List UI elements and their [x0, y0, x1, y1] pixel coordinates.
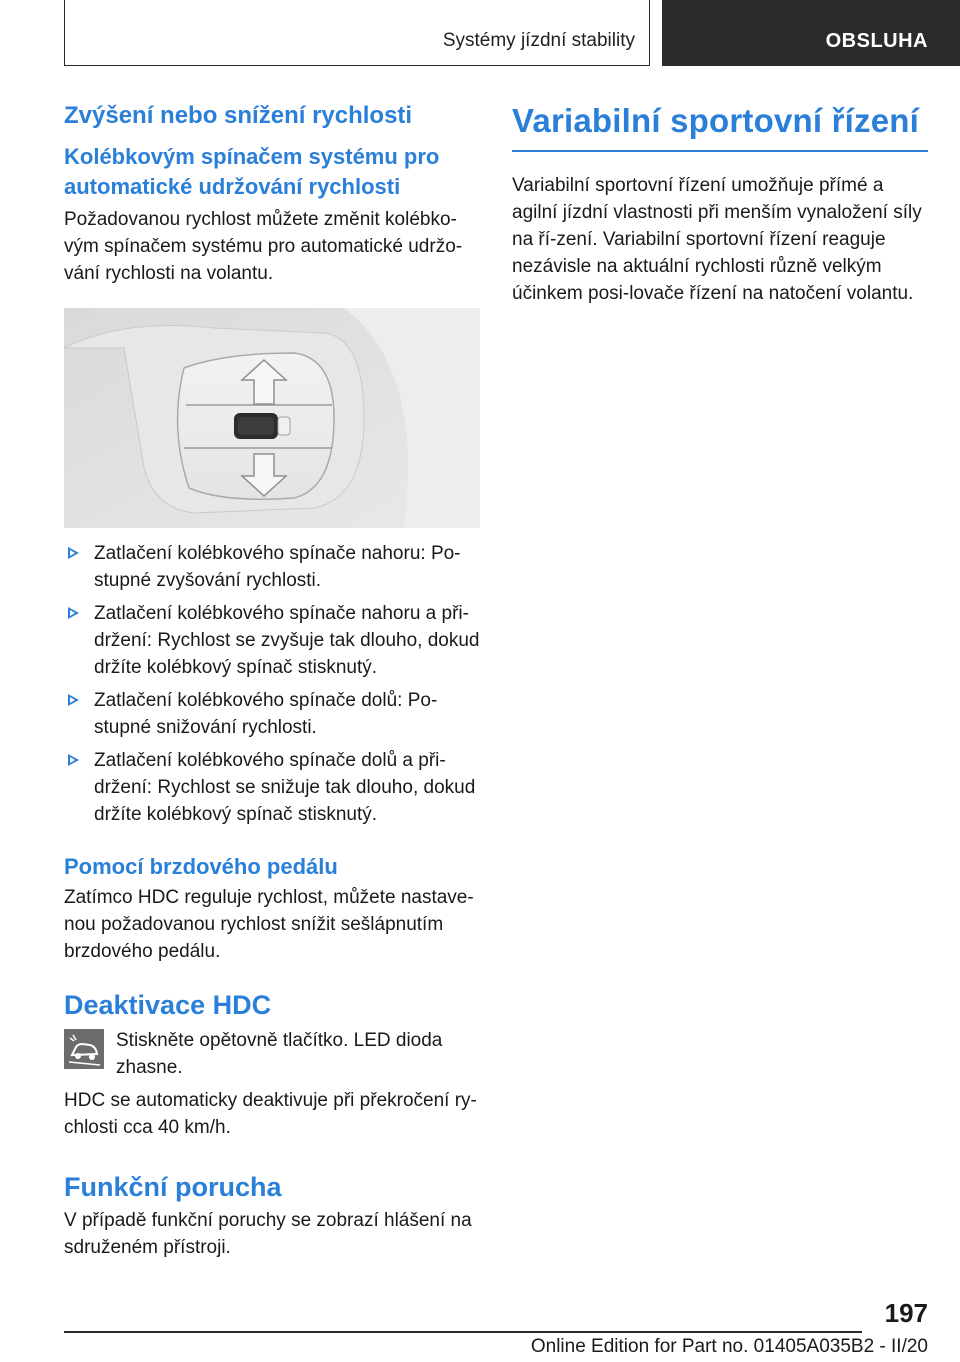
- paragraph-brake: Zatímco HDC reguluje rychlost, můžete nastave-nou požadovanou rychlost snížit sešlápnutím brzdového pedálu.: [64, 887, 474, 962]
- paragraph-malfunction: V případě funkční poruchy se zobrazí hlášení na sdruženém přístroji.: [64, 1210, 472, 1258]
- heading-speed-change: Zvýšení nebo snížení rychlosti: [64, 102, 413, 129]
- paragraph-hdc-auto: HDC se automaticky deaktivuje při překročení ry-chlosti cca 40 km/h.: [64, 1090, 477, 1138]
- list-item: Zatlačení kolébkového spínače nahoru a při-držení: Rychlost se zvyšuje tak dlouho, dokud držíte kolébkový spínač stisknutý.: [64, 600, 480, 681]
- paragraph-rocker: Požadovanou rychlost můžete změnit kolébko-vým spínačem systému pro automatické udržo-vání rychlosti na volantu.: [64, 209, 463, 284]
- hdc-button-row: [64, 1027, 480, 1081]
- heading-rocker-switch: Kolébkovým spínačem systému pro automatické udržování rychlosti: [64, 144, 440, 199]
- section-title: Systémy jízdní stability: [442, 30, 635, 51]
- paragraph-variable-steering: Variabilní sportovní řízení umožňuje přímé a agilní jízdní vlastnosti při menším vynaložení síly na ří-zení. Variabilní sportovní řízení reaguje nezávisle na aktuální rychlosti různě velkým účinkem posi-lovače řízení na natočení volantu.: [512, 175, 922, 304]
- list-item: Zatlačení kolébkového spínače dolů a při-držení: Rychlost se snižuje tak dlouho, dokud držíte kolébkový spínač stisknutý.: [64, 747, 480, 828]
- hdc-car-descent-icon: [64, 1029, 104, 1069]
- list-item: Zatlačení kolébkového spínače dolů: Po-stupné snižování rychlosti.: [64, 687, 480, 741]
- heading-malfunction: Funkční porucha: [64, 1172, 282, 1202]
- steering-wheel-rocker-illustration: [64, 308, 480, 528]
- page-number: 197: [884, 1298, 928, 1328]
- list-item: Zatlačení kolébkového spínače nahoru: Po-stupné zvyšování rychlosti.: [64, 540, 480, 594]
- heading-underline: [512, 150, 928, 152]
- right-column: [512, 100, 928, 307]
- chapter-tab: [662, 0, 960, 66]
- bullet-triangle-icon: [68, 694, 79, 706]
- bullet-triangle-icon: [68, 607, 79, 619]
- heading-brake-pedal: Pomocí brzdového pedálu: [64, 854, 338, 879]
- footer-edition: Online Edition for Part no. 01405A035B2 - II/20: [530, 1336, 928, 1357]
- steering-wheel-photo: [64, 308, 480, 528]
- header-section-frame: [64, 0, 650, 66]
- left-column: [64, 100, 480, 1261]
- heading-hdc-deactivation: Deaktivace HDC: [64, 990, 272, 1020]
- heading-variable-steering: Variabilní sportovní řízení: [512, 102, 919, 139]
- bullet-triangle-icon: [68, 754, 79, 766]
- paragraph-hdc-button: Stiskněte opětovně tlačítko. LED dioda zhasne.: [116, 1030, 443, 1078]
- rocker-actions-list: [64, 540, 480, 828]
- bullet-triangle-icon: [68, 547, 79, 559]
- chapter-title: OBSLUHA: [825, 30, 928, 52]
- footer-divider: [64, 1331, 862, 1333]
